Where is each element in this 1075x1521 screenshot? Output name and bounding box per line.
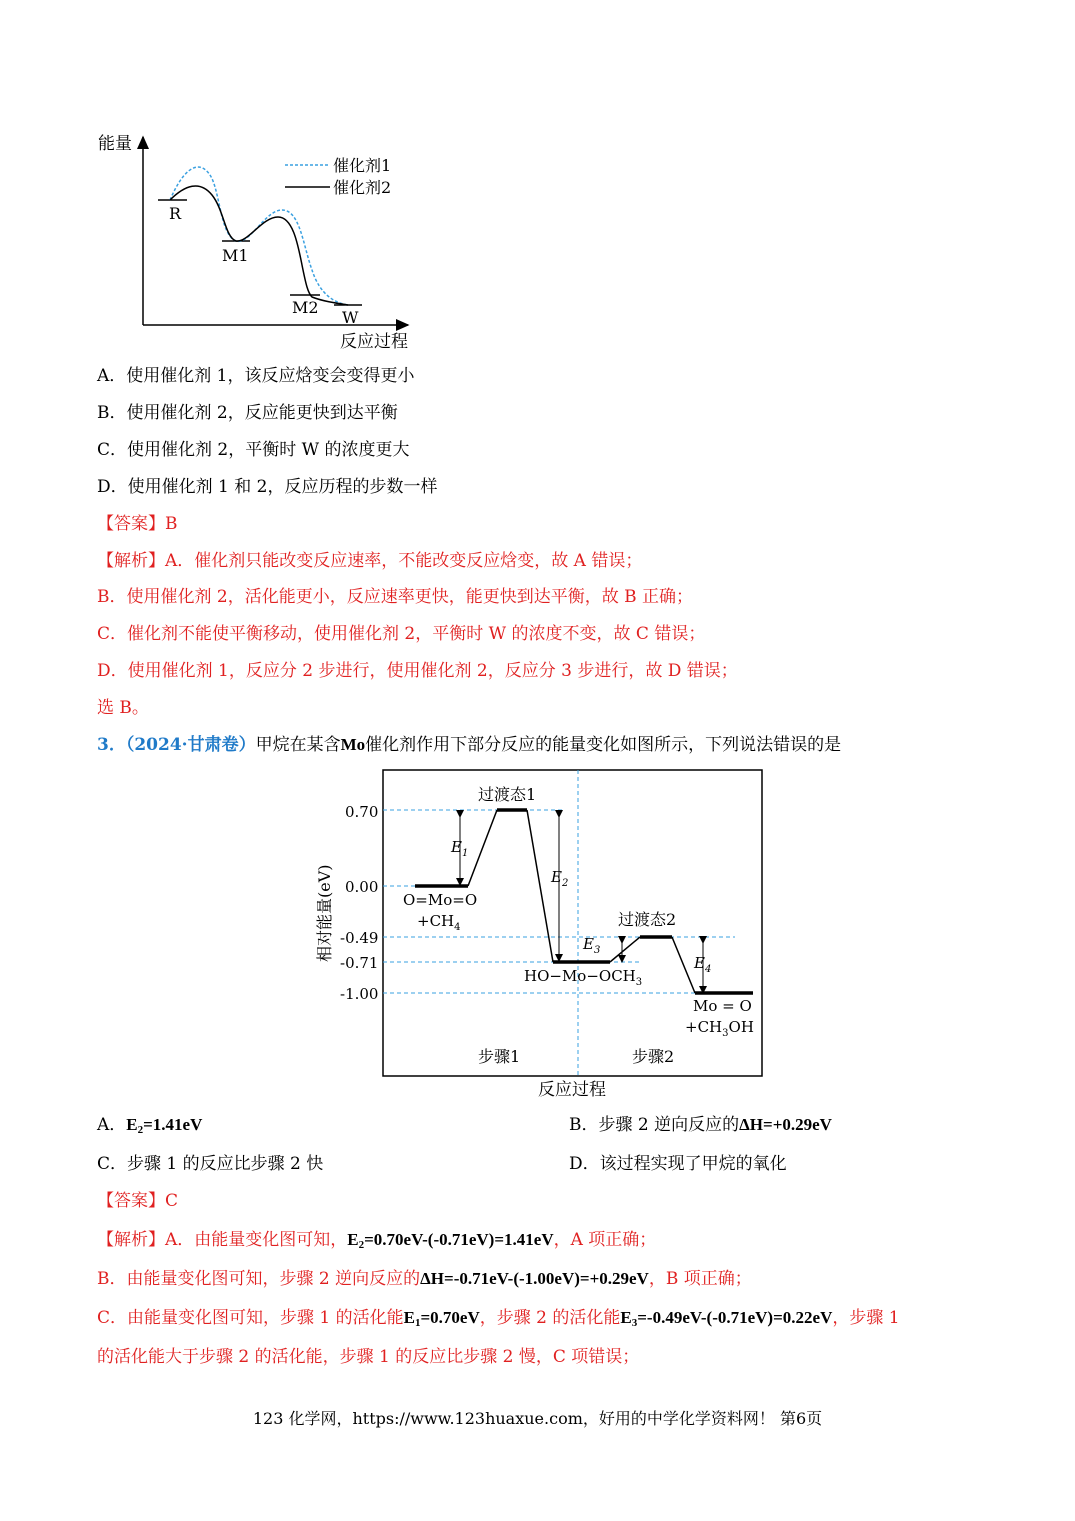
species-2: $HO-Mo-OCH_3$ xyxy=(524,967,643,988)
tick-neg-0-71: -0.71 xyxy=(340,954,379,972)
option-a: A．使用催化剂 1，该反应焓变会变得更小 xyxy=(97,366,415,386)
analysis-line: C．催化剂不能使平衡移动，使用催化剂 2，平衡时 W 的浓度不变，故 C 错误； xyxy=(97,624,706,644)
legend-catalyst-1: 催化剂1 xyxy=(333,156,392,175)
question-number: 3． xyxy=(97,735,126,755)
label-m1: M1 xyxy=(222,246,249,265)
question-source: （2024·甘肃卷） xyxy=(125,735,256,755)
energy-diagram-catalysts xyxy=(90,125,430,355)
y-axis-label: 能量 xyxy=(98,134,132,154)
species-1b: $+CH_4$ xyxy=(417,912,461,933)
analysis-line: D．使用催化剂 1，反应分 2 步进行，使用催化剂 2，反应分 3 步进行，故 D 错误； xyxy=(97,661,738,681)
label-m2: M2 xyxy=(292,298,319,317)
e4-label: $E_4$ xyxy=(694,954,712,975)
x-axis-label: 反应过程 xyxy=(340,332,408,352)
tick-neg-0-49: -0.49 xyxy=(340,929,379,947)
page-footer: 123 化学网，https://www.123huaxue.com，好用的中学化学资料网！ 第6页 xyxy=(252,1409,823,1428)
ts2-label: 过渡态2 xyxy=(618,910,677,929)
tick-0-70: 0.70 xyxy=(345,803,379,821)
question-3-stem xyxy=(97,733,841,757)
label-w: W xyxy=(342,308,359,327)
species-1a: O=Mo=O xyxy=(403,891,478,909)
stem-mo: Mo xyxy=(340,735,366,754)
q3-option-b: B．步骤 2 逆向反应的ΔH=+0.29eV xyxy=(569,1115,832,1135)
q3-option-d: D．该过程实现了甲烷的氧化 xyxy=(569,1154,787,1174)
stem-text: 甲烷在某含 xyxy=(255,735,341,755)
answer: 【答案】B xyxy=(97,514,178,534)
step2-label: 步骤2 xyxy=(632,1047,675,1066)
option-d: D．使用催化剂 1 和 2，反应历程的步数一样 xyxy=(97,477,438,497)
species-3b: $+CH_3OH$ xyxy=(685,1018,754,1039)
label-r: R xyxy=(169,204,182,223)
e3-label: $E_3$ xyxy=(583,935,601,956)
e1-label: $E_1$ xyxy=(451,838,469,859)
analysis-line: B．使用催化剂 2，活化能更小，反应速率更快，能更快到达平衡，故 B 正确； xyxy=(97,587,694,607)
x-axis-label: 反应过程 xyxy=(538,1080,606,1100)
species-3a: Mo = O xyxy=(693,997,752,1015)
q3-option-a: A．$E_2=1.41eV$ B．步骤 2 逆向反应的ΔH=+0.29eV xyxy=(97,1115,832,1136)
tick-neg-1-00: -1.00 xyxy=(340,985,379,1003)
tick-0-00: 0.00 xyxy=(345,878,379,896)
option-b: B．使用催化剂 2，反应能更快到达平衡 xyxy=(97,403,398,423)
analysis-line: 选 B。 xyxy=(97,698,149,718)
q3-analysis-b: B．由能量变化图可知，步骤 2 逆向反应的ΔH=-0.71eV-(-1.00eV)=+0.29eV，B 项正确； xyxy=(97,1269,752,1289)
y-axis-label: 相对能量(eV) xyxy=(315,864,334,962)
analysis-line: 【解析】A．催化剂只能改变反应速率，不能改变反应焓变，故 A 错误； xyxy=(97,551,643,571)
mo-energy-diagram xyxy=(300,762,780,1102)
q3-analysis-c-cont: 的活化能大于步骤 2 的活化能，步骤 1 的反应比步骤 2 慢，C 项错误； xyxy=(97,1347,640,1367)
q3-analysis-c: C．由能量变化图可知，步骤 1 的活化能$E_1=0.70eV$，步骤 2 的活化能$E_3=-0.49eV-(-0.71eV)=0.22eV$，步骤 1 xyxy=(97,1308,900,1329)
stem-text: 催化剂作用下部分反应的能量变化如图所示，下列说法错误的是 xyxy=(365,735,842,755)
ts1-label: 过渡态1 xyxy=(478,785,537,804)
q3-answer: 【答案】C xyxy=(97,1191,179,1211)
e2-label: $E_2$ xyxy=(551,868,569,889)
legend-catalyst-2: 催化剂2 xyxy=(333,178,392,197)
step1-label: 步骤1 xyxy=(478,1047,521,1066)
q3-analysis-a: 【解析】A．由能量变化图可知，$E_2=0.70eV-(-0.71eV)=1.41eV$，A 项正确； xyxy=(97,1230,657,1251)
option-c: C．使用催化剂 2，平衡时 W 的浓度更大 xyxy=(97,440,410,460)
q3-option-c: C．步骤 1 的反应比步骤 2 快 D．该过程实现了甲烷的氧化 xyxy=(97,1154,787,1174)
